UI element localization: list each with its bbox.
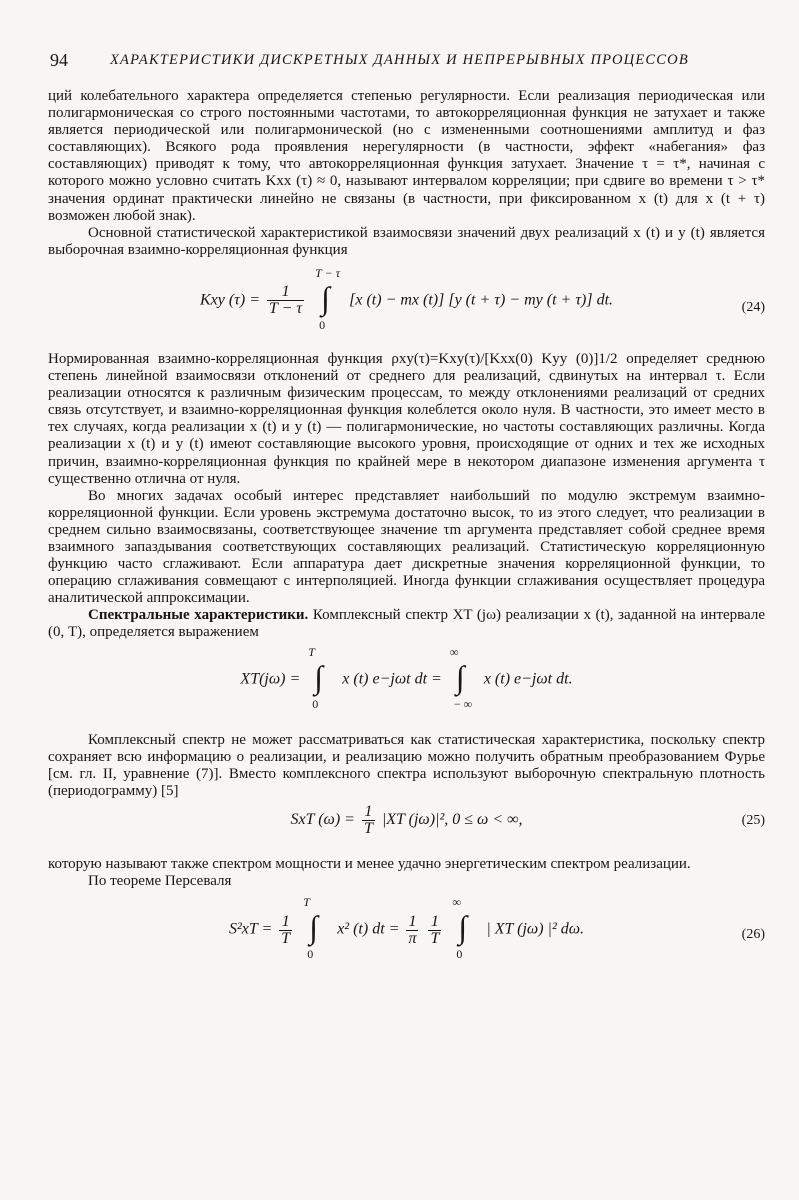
integral-sign-icon: ∫ (321, 279, 330, 316)
eqxt-upper-limit-2: ∞ (449, 644, 459, 659)
eq24-integrand: [x (t) − mx (t)] [y (t + τ) − my (t + τ)] dt. (349, 291, 614, 309)
paragraph-power-spectrum: которую называют также спектром мощности и менее удачно энергетическим спектром реализации. (48, 855, 691, 872)
eqxt-rhs: x (t) e−jωt dt. (483, 670, 573, 688)
paragraph-spectral (48, 607, 765, 641)
paragraph-cross-correlation-intro: Основной статистической характеристикой взаимосвязи значений двух реализаций x (t) и y (t) является выборочная взаимно-корреляционная функция (48, 224, 765, 258)
eq26-lower-limit-2: 0 (456, 947, 463, 962)
paragraph-normalized-correlation: Нормированная взаимно-корреляционная функция ρxy(τ)=Kxy(τ)/[Kxx(0) Kyy (0)]1/2 определяет среднюю степень линейной взаимосвязи отклонений от среднего для реализаций, сдвинутых на интервал τ. Если реализации относятся к различным физическим процессам, то между отклонениями реализаций от средних связь отсутствует, и взаимно-корреляционная функция колеблется около нуля. В частности, это имеет место в тех случаях, когда реализации x (t) и y (t) — полигармонические, но частоты составляющих различны. Когда реализации x (t) и y (t) имеют составляющие высокого уровня, происходящие от одних и тех же исходных причин, взаимно-корреляционная функция по крайней мере в некотором диапазоне изменения аргумента τ существенно отлична от нуля. (48, 350, 765, 487)
eq25-rhs: |XT (jω)|², 0 ≤ ω < ∞, (381, 811, 523, 829)
paragraph-extremum: Во многих задачах особый интерес представляет наибольший по модулю экстремум взаимно-корреляционной функции. Если уровень экстремума достаточно высок, то из этого следует, что реализации в среднем сильно взаимосвязаны, соответствующее значение τm аргумента представляет собой среднее время взаимного запаздывания соответствующих составляющих реализаций. Статистическую корреляционную функцию часто сглаживают. Если аппаратура дает дискретные значения корреляционной функции, то операцию сглаживания совмещают с интерполяцией. Иногда функции сглаживания осуществляет процедура аналитической аппроксимации. (48, 487, 765, 607)
integral-sign-icon: ∫ (314, 658, 324, 695)
eq24-frac-den: T − τ (269, 300, 303, 318)
eq24-fraction (267, 284, 304, 317)
eq26-lhs: S²xT = (228, 920, 273, 938)
integral-sign-icon: ∫ (458, 909, 468, 946)
eq25-frac-num: 1 (362, 804, 375, 821)
eq26-frac2-num: 1 (406, 914, 418, 931)
paragraph-parseval: По теореме Персеваля (88, 873, 232, 889)
eq26-fraction-2 (406, 914, 418, 947)
paragraph-periodogram: Комплексный спектр не может рассматриваться как статистическая характеристика, поскольку спектр сохраняет всю информацию о реализации, и реализацию можно получить обратным преобразованием Фурье [см. гл. II, уравнение (7)]. Вместо комплексного спектра используют выборочную спектральную плотность (периодограмму) [5] (48, 731, 765, 799)
eqxt-integral-1 (308, 644, 332, 711)
page-number: 94 (50, 50, 68, 70)
eq26-integral-2 (452, 895, 476, 962)
eqxt-middle: x (t) e−jωt dt = (342, 670, 442, 688)
page-header (50, 50, 759, 74)
integral-sign-icon: ∫ (309, 909, 318, 946)
paragraph-spectral-text: Комплексный спектр XT (jω) реализации x (t), заданной на интервале (0, T), определяется выражением (48, 607, 765, 641)
eq26-middle: x² (t) dt = (337, 920, 400, 938)
eq26-fraction-1 (279, 914, 292, 947)
eq26-number: (26) (741, 927, 765, 943)
eqxt-lower-limit-2: − ∞ (453, 696, 473, 711)
equation-25 (48, 800, 765, 856)
eqxt-lower-limit-1: 0 (312, 696, 319, 711)
eqxt-lhs: XT(jω) = (240, 670, 301, 688)
eq26-integral-1 (303, 895, 327, 962)
paragraph-autocorrelation: ций колебательного характера определяется степенью регулярности. Если реализация периодическая или полигармоническая со строго постоянными частотами, то автокорреляционная функция не затухает и также является периодической или полигармонической (но с измененными соотношениями амплитуд и фаз составляющих). Всякого рода проявления нерегулярности (в частности, эффект «набегания» фаз составляющих) приводят к тому, что автокорреляционная функция затухает. Значение τ = τ*, начиная с которого можно условно считать Kxx (τ) ≈ 0, называют интервалом корреляции; при сдвиге во времени τ > τ* значения ординат практически линейно не связаны (в частности, при фиксированном x (t) для x (t + τ) возможен любой знак). (48, 88, 765, 224)
eq26-frac2-den: π (408, 929, 417, 947)
equation-complex-spectrum (48, 642, 765, 732)
eq26-upper-limit-1: T (303, 895, 310, 910)
eq24-frac-num: 1 (267, 284, 304, 301)
eqxt-upper-limit-1: T (308, 644, 315, 659)
eq25-lhs: SxT (ω) = (290, 811, 355, 829)
eq25-fraction (362, 804, 375, 837)
eq24-number: (24) (741, 299, 765, 315)
equation-26 (48, 890, 765, 980)
eq26-rhs: | XT (jω) |² dω. (486, 920, 585, 938)
equation-24 (48, 261, 765, 351)
eq26-frac1-num: 1 (279, 914, 292, 931)
eq26-frac3-num: 1 (428, 914, 441, 931)
eq24-lower-limit: 0 (319, 317, 326, 332)
running-title: ХАРАКТЕРИСТИКИ ДИСКРЕТНЫХ ДАННЫХ И НЕПРЕРЫВНЫХ ПРОЦЕССОВ (110, 52, 689, 68)
eq24-lhs: Kxy (τ) = (199, 291, 260, 309)
eq24-integral (315, 265, 340, 332)
eqxt-integral-2 (449, 644, 474, 711)
eq26-frac3-den: T (430, 929, 440, 947)
eq26-frac1-den: T (281, 929, 291, 947)
eq26-fraction-3 (428, 914, 441, 947)
eq26-lower-limit-1: 0 (307, 947, 314, 962)
eq25-number: (25) (741, 812, 765, 828)
eq26-upper-limit-2: ∞ (452, 895, 461, 910)
eq24-upper-limit: T − τ (315, 265, 340, 280)
section-heading-spectral: Спектральные характеристики. (88, 607, 309, 624)
page-body (48, 88, 765, 980)
integral-sign-icon: ∫ (455, 658, 465, 695)
eq25-frac-den: T (363, 819, 373, 837)
